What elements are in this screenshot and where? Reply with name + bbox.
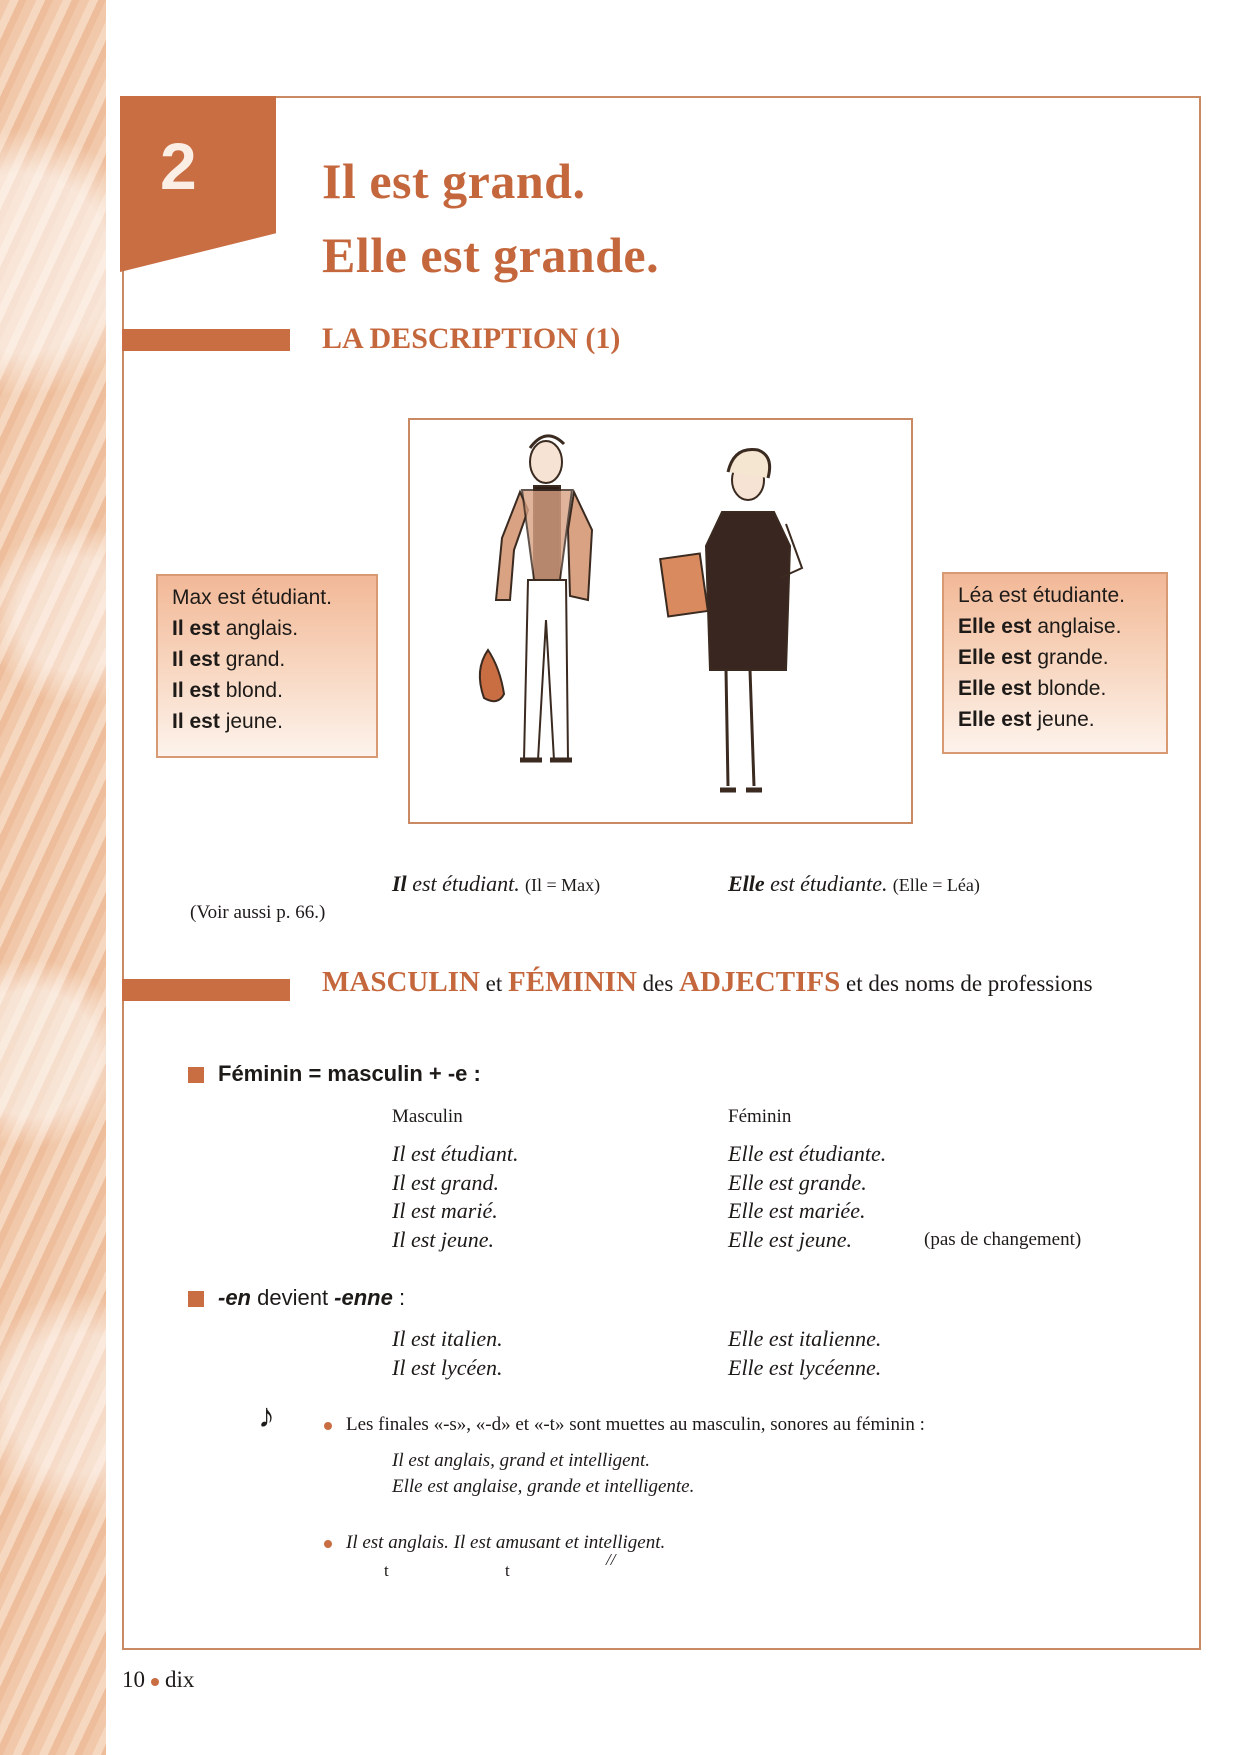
no-liaison-mark: //	[606, 1550, 616, 1569]
liaison-mark-t: t	[384, 1561, 389, 1580]
music-note-icon: ♪	[258, 1398, 275, 1435]
pronunciation-example-2: Elle est anglaise, grande et intelligente.	[392, 1476, 695, 1497]
example-line: Il est jeune.	[392, 1226, 495, 1252]
example-line: Elle est mariée.	[728, 1198, 866, 1223]
max-description-box	[156, 574, 378, 758]
max-line: Il est grand.	[172, 648, 286, 671]
example-line: Il est lycéen.	[392, 1354, 503, 1380]
liaison-mark-t: t	[505, 1561, 510, 1580]
page-footer: 10 dix	[122, 1667, 195, 1692]
max-line: Il est anglais.	[172, 617, 299, 640]
max-figure	[480, 436, 592, 760]
feminine-en-examples	[728, 1325, 881, 1382]
lea-line: Elle est blonde.	[958, 677, 1107, 700]
caption-lea: Elle est étudiante. (Elle = Léa)	[728, 871, 980, 896]
feminine-examples	[728, 1140, 886, 1254]
example-line: Il est grand.	[392, 1169, 499, 1195]
example-line: Elle est jeune.	[728, 1226, 853, 1252]
caption-max: Il est étudiant. (Il = Max)	[392, 871, 601, 896]
example-line: Elle est grande.	[728, 1169, 867, 1195]
lea-line: Elle est anglaise.	[958, 615, 1122, 638]
lea-description-box	[942, 572, 1168, 754]
title-line-1: Il est grand.	[322, 153, 586, 209]
section-bar-2	[122, 979, 290, 1001]
lea-line: Elle est grande.	[958, 646, 1109, 669]
lea-line: Elle est jeune.	[958, 708, 1095, 731]
bullet-dot	[324, 1540, 332, 1548]
footer-dot	[151, 1678, 159, 1686]
section-title-description: LA DESCRIPTION (1)	[322, 322, 621, 355]
see-also-note: (Voir aussi p. 66.)	[190, 902, 326, 923]
unit-number: 2	[160, 129, 197, 203]
lea-figure	[660, 449, 802, 790]
masculine-examples	[392, 1140, 518, 1254]
example-line: Il est italien.	[392, 1326, 503, 1351]
masculine-en-examples	[392, 1325, 503, 1382]
illustration-max-and-lea	[408, 418, 913, 824]
max-line: Max est étudiant.	[172, 586, 332, 609]
section-bar	[122, 329, 290, 351]
no-change-note: (pas de changement)	[924, 1229, 1082, 1250]
rule-bullet	[188, 1291, 204, 1307]
rule-bullet	[188, 1067, 204, 1083]
example-line: Il est étudiant.	[392, 1141, 519, 1166]
rule-feminine-e: Féminin = masculin + -e :	[218, 1061, 481, 1086]
section-title-masculin-feminin: MASCULIN et FÉMININ des ADJECTIFS et des noms de professions	[322, 966, 1093, 998]
title-line-2: Elle est grande.	[322, 227, 660, 283]
pronunciation-note: Les finales «-s», «-d» et «-t» sont muettes au masculin, sonores au féminin :	[324, 1414, 925, 1436]
lea-line: Léa est étudiante.	[958, 584, 1125, 607]
rule-en-enne: -en devient -enne :	[218, 1285, 406, 1310]
bullet-dot	[324, 1422, 332, 1430]
example-line: Elle est étudiante.	[728, 1141, 887, 1166]
max-line: Il est jeune.	[172, 710, 283, 733]
example-line: Elle est lycéenne.	[728, 1354, 882, 1380]
max-line: Il est blond.	[172, 679, 283, 702]
pronunciation-example-1: Il est anglais, grand et intelligent.	[392, 1450, 651, 1471]
column-header-feminin: Féminin	[728, 1106, 792, 1127]
liaison-example: Il est anglais. Il est amusant et intelligent.	[324, 1532, 665, 1554]
page-edge-texture	[0, 0, 106, 1755]
illustration-drawing	[410, 420, 911, 822]
example-line: Elle est italienne.	[728, 1326, 882, 1351]
column-header-masculin: Masculin	[392, 1106, 463, 1127]
example-line: Il est marié.	[392, 1198, 498, 1223]
